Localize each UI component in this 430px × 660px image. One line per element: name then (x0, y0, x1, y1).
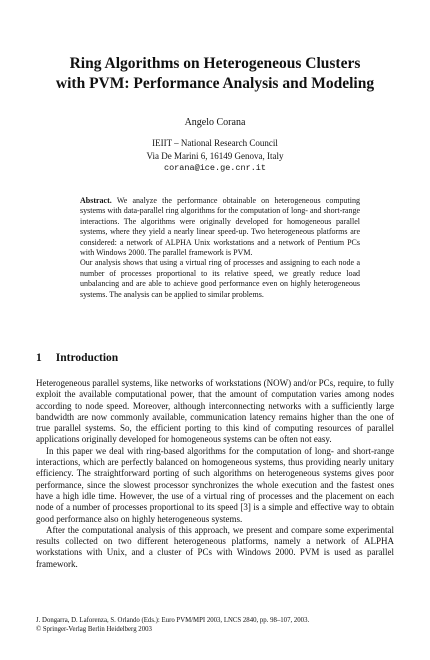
abstract-paragraph-2: Our analysis shows that using a virtual ring of processes and assigning to each node a number of processes proportional to its relative speed, we greatly reduce load unbalancing and are able to achieve good performance even on highly heterogeneous systems. The analysis can be applied to similar problems. (80, 258, 360, 299)
affiliation-address: Via De Marini 6, 16149 Genova, Italy (146, 150, 284, 161)
body-text (36, 378, 394, 570)
paper-title-line-1: Ring Algorithms on Heterogeneous Clusters (69, 55, 361, 72)
abstract-paragraph-1 (80, 196, 360, 258)
paper-title-line-2: with PVM: Performance Analysis and Modeling (55, 75, 375, 92)
paper-title (0, 54, 430, 94)
citation-line: J. Dongarra, D. Laforenza, S. Orlando (Eds.): Euro PVM/MPI 2003, LNCS 2840, pp. 98–107, 2003. (36, 617, 310, 624)
abstract (80, 196, 360, 300)
author-name: Angelo Corana (184, 117, 246, 128)
abstract-text-1: We analyze the performance obtainable on heterogeneous computing systems with data-parallel ring algorithms for the computation of long- and short-range interactions. The algorithms were originally developed for homogeneous parallel systems, where they yield a nearly linear speed-up. Two heterogeneous platforms are considered: a network of ALPHA Unix workstations and a network of Pentium PCs with Windows 2000. The parallel framework is PVM. (80, 196, 360, 258)
section-title: Introduction (55, 352, 119, 364)
author-email: corana@ice.ge.cnr.it (163, 163, 267, 173)
section-number: 1 (36, 352, 42, 364)
body-paragraph-1: Heterogeneous parallel systems, like networks of workstations (NOW) and/or PCs, require, to fully exploit the available computational power, that the amount of computation varies among nodes according to node speed. Moreover, although interconnecting networks with a sufficiently large bandwidth are now commonly available, communication latency remains higher than the one of true parallel systems. So, the efficient porting to this kind of computing resources of parallel applications originally developed for homogeneous systems can be often not easy. (36, 378, 394, 445)
citation-footer (36, 617, 396, 634)
affiliation (0, 137, 430, 175)
copyright-line: © Springer-Verlag Berlin Heidelberg 2003 (36, 625, 152, 633)
affiliation-institute: IEIIT – National Research Council (152, 138, 278, 148)
body-paragraph-3: After the computational analysis of this approach, we present and compare some experimental results collected on two different heterogeneous platforms, namely a network of ALPHA workstations with Unix, and a cluster of PCs with Windows 2000. PVM is used as parallel framework. (36, 524, 394, 569)
body-paragraph-2: In this paper we deal with ring-based algorithms for the computation of long- and short-range interactions, which are perfectly balanced on homogeneous systems, thus providing nearly unitary efficiency. The straightforward porting of such algorithms on heterogeneous systems gives poor performance, since the slowest processor synchronizes the whole execution and the fastest ones have a high idle time. However, the use of a virtual ring of processes and the placement on each node of a number of processes proportional to its speed [3] is a simple and effective way to obtain good performance also on highly heterogeneous systems. (36, 445, 394, 524)
section-heading (36, 352, 118, 364)
abstract-label: Abstract. (80, 196, 112, 205)
